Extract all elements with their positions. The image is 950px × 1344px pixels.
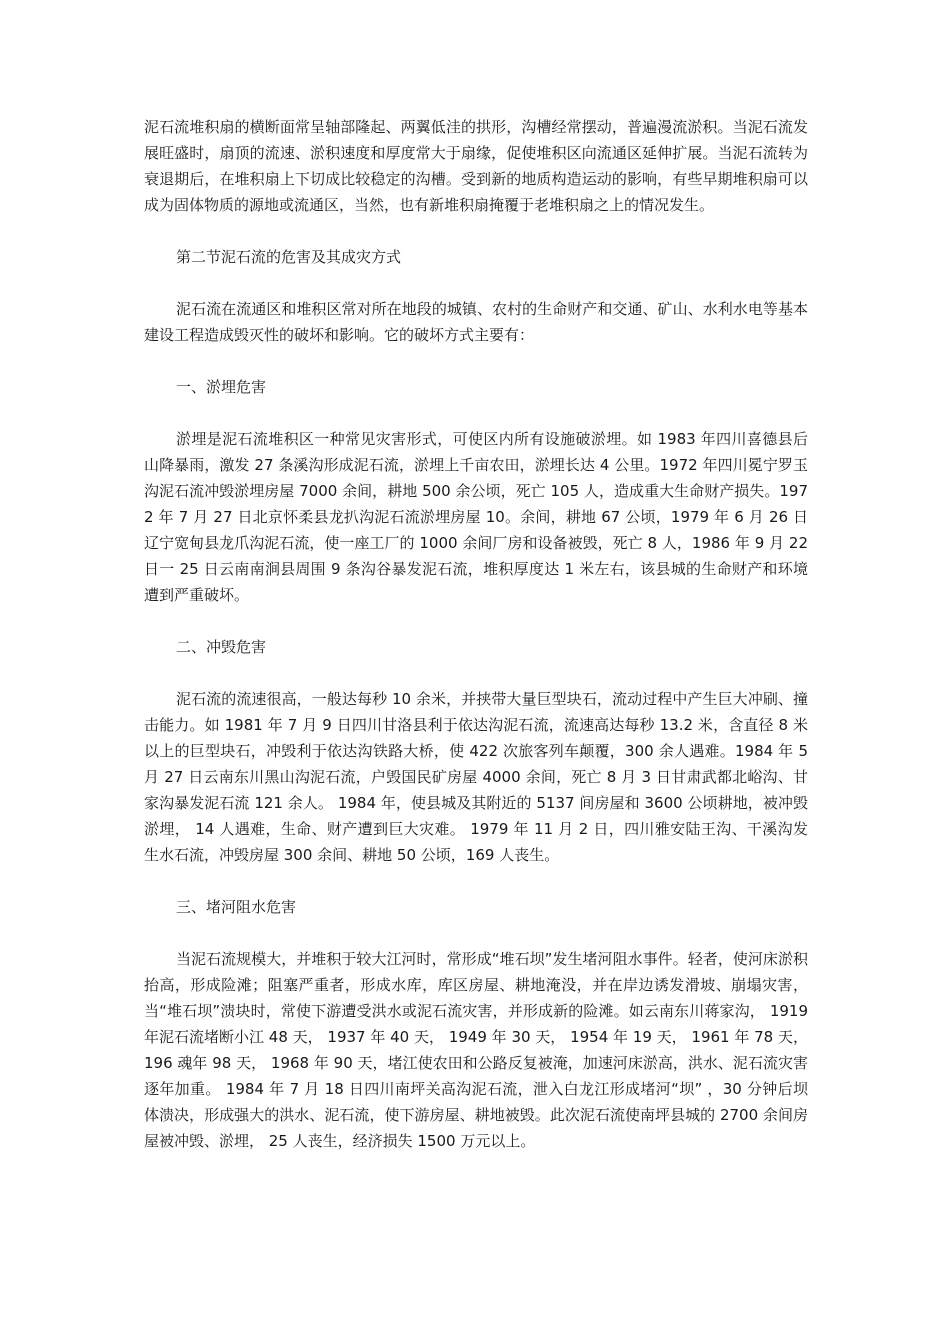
paragraph-debris-fan: 泥石流堆积扇的横断面常呈轴部隆起、两翼低洼的拱形，沟槽经常摆动，普遍漫流淤积。当泥石流发展旺盛时，扇顶的流速、淤积速度和厚度常大于扇缘，促使堆积区向流通区延伸扩展。当泥石流转为衰退期后，在堆积扇上下切成比较稳定的沟槽。受到新的地质构造运动的影响，有些早期堆积扇可以成为固体物质的源地或流通区，当然，也有新堆积扇掩覆于老堆积扇之上的情况发生。 [144,118,808,214]
paragraph-burial-hazard: 淤埋是泥石流堆积区一种常见灾害形式，可使区内所有设施破淤埋。如 1983 年四川喜德县后山降暴雨，激发 27 条溪沟形成泥石流，淤埋上千亩农田，淤埋长达 4 公里。1972 年四川冕宁罗玉沟泥石流冲毁淤埋房屋 7000 余间，耕地 500 余公顷，死亡 105 人，造成重大生命财产损失。1972 年 7 月 27 日北京怀柔县龙扒沟泥石流淤埋房屋 10。余间，耕地 67 公顷，1979 年 6 月 26 日辽宁宽甸县龙爪沟泥石流，使一座工厂的 1000 余间厂房和设备被毁，死亡 8 人，1986 年 9 月 22 日一 25 日云南南涧县周围 9 条沟谷暴发泥石流，堆积厚度达 1 米左右，该县城的生命财产和环境遭到严重破坏。 [144,430,808,604]
subheading-river-blocking-hazard: 三、堵河阻水危害 [176,898,297,916]
paragraph-scour-hazard: 泥石流的流速很高，一般达每秒 10 余米，并挟带大量巨型块石，流动过程中产生巨大冲刷、撞击能力。如 1981 年 7 月 9 日四川甘洛县利于依达沟泥石流，流速高达每秒 13.2 米，含直径 8 米以上的巨型块石，冲毁利于依达沟铁路大桥，使 422 次旅客列车颠覆，300 余人遇难。1984 年 5 月 27 日云南东川黑山沟泥石流，户毁国民矿房屋 4000 余间，死亡 8 月 3 日甘肃武都北峪沟、甘家沟暴发泥石流 121 余人。 1984 年，使县城及其附近的 5137 间房屋和 3600 公顷耕地，被冲毁淤埋， 14 人遇难，生命、财产遭到巨大灾难。 1979 年 11 月 2 日，四川雅安陆王沟、干溪沟发生水石流，冲毁房屋 300 余间、耕地 50 公顷，169 人丧生。 [144,690,808,864]
section-heading-hazards: 第二节泥石流的危害及其成灾方式 [176,248,402,266]
subheading-scour-hazard: 二、冲毁危害 [176,638,267,656]
subheading-burial-hazard: 一、淤埋危害 [176,378,267,396]
paragraph-river-blocking-hazard: 当泥石流规模大，并堆积于较大江河时，常形成“堆石坝”发生堵河阻水事件。轻者，使河床淤积抬高，形成险滩；阻塞严重者，形成水库，库区房屋、耕地淹没，并在岸边诱发滑坡、崩塌灾害，当“堆石坝”溃块时，常使下游遭受洪水或泥石流灾害，并形成新的险滩。如云南东川蒋家沟， 1919 年泥石流堵断小江 48 天， 1937 年 40 天， 1949 年 30 天， 1954 年 19 天， 1961 年 78 天， 196 魂年 98 天， 1968 年 90 天，堵江使农田和公路反复被淹，加速河床淤高，洪水、泥石流灾害逐年加重。 1984 年 7 月 18 日四川南坪关高沟泥石流，泄入白龙江形成堵河“坝” ，30 分钟后坝体溃决，形成强大的洪水、泥石流，使下游房屋、耕地被毁。此次泥石流使南坪县城的 2700 余间房屋被冲毁、淤埋， 25 人丧生，经济损失 1500 万元以上。 [144,950,808,1150]
document-body [144,114,808,1180]
paragraph-hazards-intro: 泥石流在流通区和堆积区常对所在地段的城镇、农村的生命财产和交通、矿山、水利水电等基本建设工程造成毁灭性的破坏和影响。它的破坏方式主要有： [144,300,808,344]
